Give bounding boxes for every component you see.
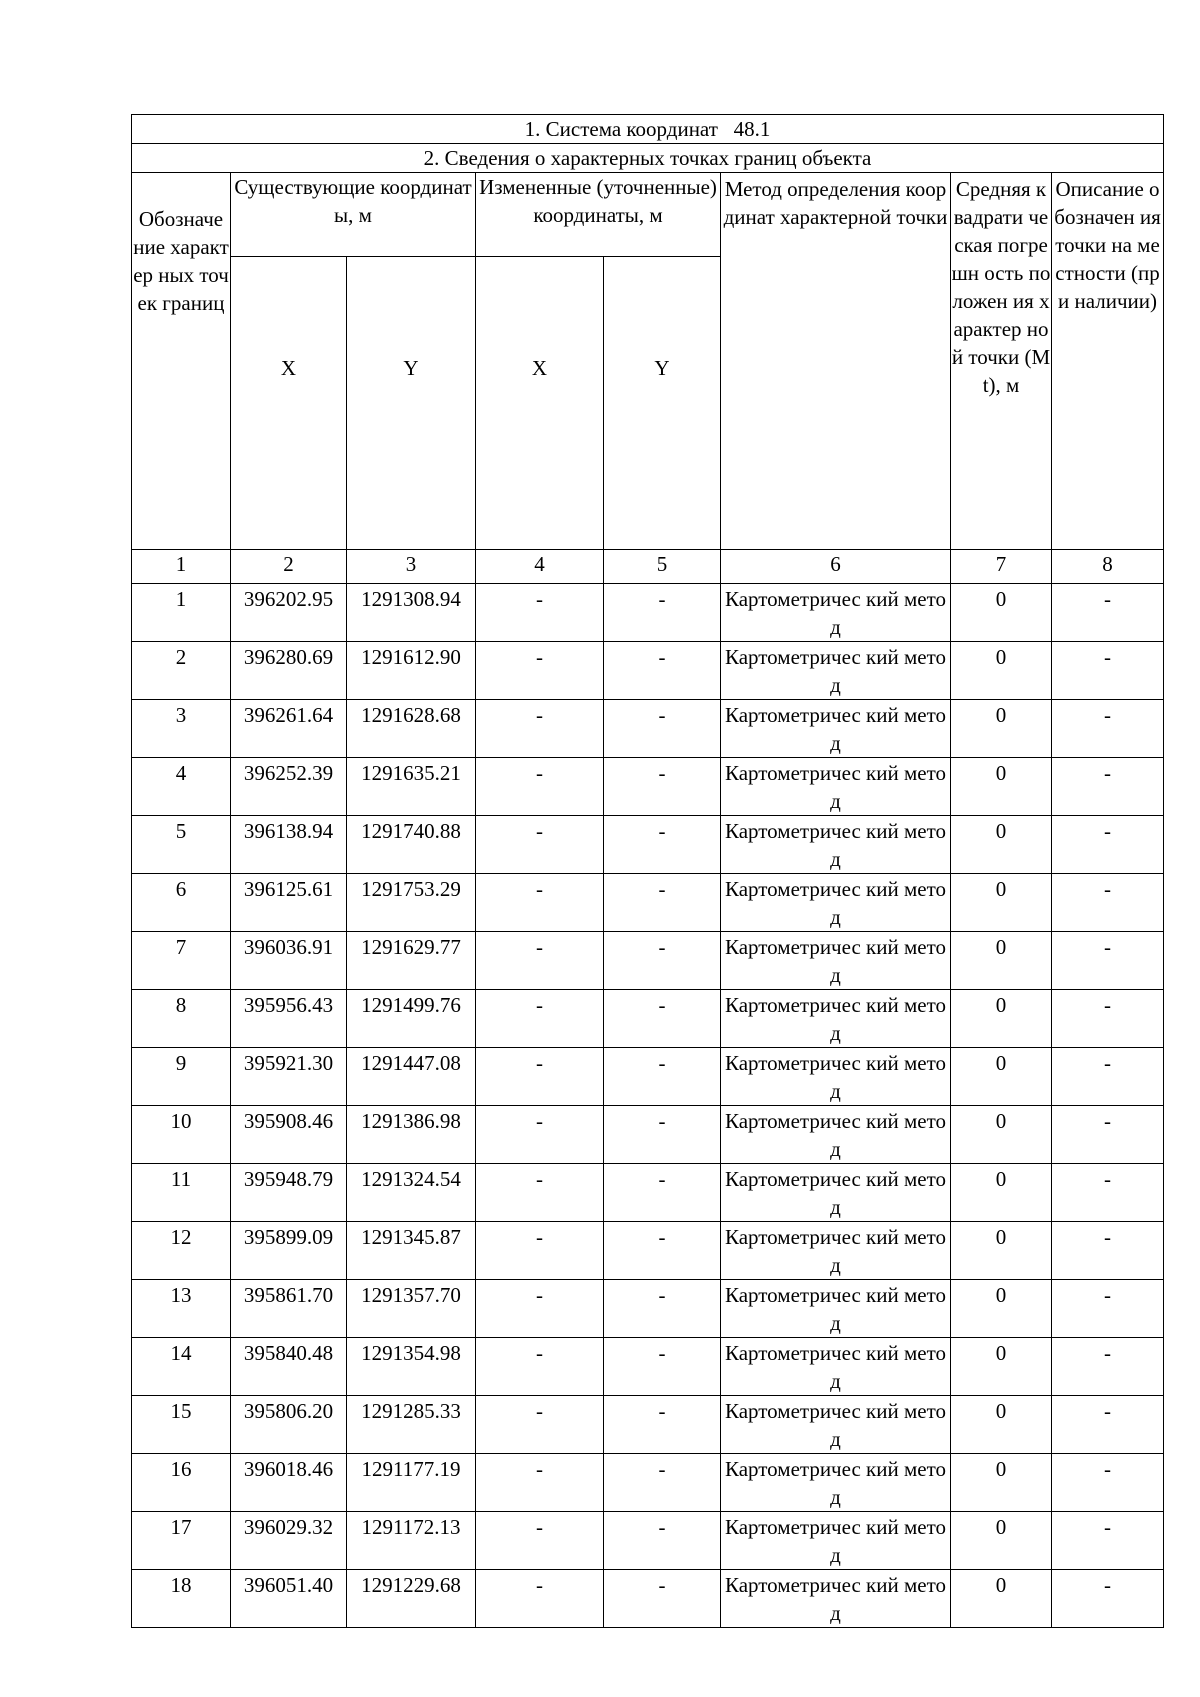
- method-cell: Картометричес кий метод: [721, 1106, 951, 1164]
- changed-y-cell: -: [604, 1512, 721, 1570]
- table-row: [132, 816, 1164, 874]
- description-cell: -: [1052, 1396, 1164, 1454]
- existing-x-cell: 395921.30: [231, 1048, 347, 1106]
- header-changed-y: Y: [604, 257, 721, 550]
- description-cell: -: [1052, 1512, 1164, 1570]
- existing-y-cell: 1291345.87: [347, 1222, 476, 1280]
- description-cell: -: [1052, 1222, 1164, 1280]
- changed-y-cell: -: [604, 1106, 721, 1164]
- changed-x-cell: -: [476, 1396, 604, 1454]
- method-cell: Картометричес кий метод: [721, 1222, 951, 1280]
- description-cell: -: [1052, 816, 1164, 874]
- existing-x-cell: 396029.32: [231, 1512, 347, 1570]
- table-row: [132, 700, 1164, 758]
- point-number-cell: 16: [132, 1454, 231, 1512]
- existing-y-cell: 1291612.90: [347, 642, 476, 700]
- method-cell: Картометричес кий метод: [721, 700, 951, 758]
- changed-x-cell: -: [476, 990, 604, 1048]
- column-number: 5: [604, 550, 721, 584]
- table-row: [132, 1280, 1164, 1338]
- existing-y-cell: 1291753.29: [347, 874, 476, 932]
- table-row: [132, 990, 1164, 1048]
- changed-x-cell: -: [476, 700, 604, 758]
- existing-x-cell: 395899.09: [231, 1222, 347, 1280]
- description-cell: -: [1052, 1280, 1164, 1338]
- point-number-cell: 5: [132, 816, 231, 874]
- mean-square-error-cell: 0: [951, 1512, 1052, 1570]
- mean-square-error-cell: 0: [951, 932, 1052, 990]
- point-number-cell: 18: [132, 1570, 231, 1628]
- method-cell: Картометричес кий метод: [721, 932, 951, 990]
- changed-x-cell: -: [476, 816, 604, 874]
- method-cell: Картометричес кий метод: [721, 642, 951, 700]
- description-cell: -: [1052, 1454, 1164, 1512]
- table-row: [132, 1106, 1164, 1164]
- mean-square-error-cell: 0: [951, 642, 1052, 700]
- existing-y-cell: 1291285.33: [347, 1396, 476, 1454]
- description-cell: -: [1052, 1106, 1164, 1164]
- existing-x-cell: 395948.79: [231, 1164, 347, 1222]
- method-cell: Картометричес кий метод: [721, 1454, 951, 1512]
- existing-x-cell: 396252.39: [231, 758, 347, 816]
- existing-y-cell: 1291628.68: [347, 700, 476, 758]
- existing-x-cell: 396261.64: [231, 700, 347, 758]
- changed-x-cell: -: [476, 1454, 604, 1512]
- section-title: 2. Сведения о характерных точках границ объекта: [132, 144, 1164, 173]
- changed-y-cell: -: [604, 1164, 721, 1222]
- point-number-cell: 14: [132, 1338, 231, 1396]
- changed-y-cell: -: [604, 932, 721, 990]
- description-cell: -: [1052, 642, 1164, 700]
- changed-y-cell: -: [604, 1048, 721, 1106]
- point-number-cell: 6: [132, 874, 231, 932]
- column-number: 6: [721, 550, 951, 584]
- header-row-1: [132, 173, 1164, 257]
- mean-square-error-cell: 0: [951, 1338, 1052, 1396]
- mean-square-error-cell: 0: [951, 874, 1052, 932]
- existing-x-cell: 396125.61: [231, 874, 347, 932]
- column-number: 8: [1052, 550, 1164, 584]
- changed-x-cell: -: [476, 874, 604, 932]
- description-cell: -: [1052, 758, 1164, 816]
- method-cell: Картометричес кий метод: [721, 1570, 951, 1628]
- column-numbers-row: [132, 550, 1164, 584]
- changed-y-cell: -: [604, 1280, 721, 1338]
- table-row: [132, 1454, 1164, 1512]
- point-number-cell: 7: [132, 932, 231, 990]
- existing-x-cell: 396280.69: [231, 642, 347, 700]
- changed-y-cell: -: [604, 874, 721, 932]
- existing-y-cell: 1291229.68: [347, 1570, 476, 1628]
- existing-y-cell: 1291447.08: [347, 1048, 476, 1106]
- existing-x-cell: 395956.43: [231, 990, 347, 1048]
- table-row: [132, 932, 1164, 990]
- table-row: [132, 1222, 1164, 1280]
- table-row: [132, 1338, 1164, 1396]
- method-cell: Картометричес кий метод: [721, 816, 951, 874]
- point-number-cell: 4: [132, 758, 231, 816]
- method-cell: Картометричес кий метод: [721, 990, 951, 1048]
- existing-y-cell: 1291172.13: [347, 1512, 476, 1570]
- column-number: 3: [347, 550, 476, 584]
- point-number-cell: 8: [132, 990, 231, 1048]
- existing-x-cell: 396051.40: [231, 1570, 347, 1628]
- table-row: [132, 1396, 1164, 1454]
- changed-y-cell: -: [604, 642, 721, 700]
- changed-x-cell: -: [476, 758, 604, 816]
- table-row: [132, 1164, 1164, 1222]
- changed-y-cell: -: [604, 816, 721, 874]
- mean-square-error-cell: 0: [951, 990, 1052, 1048]
- mean-square-error-cell: 0: [951, 1570, 1052, 1628]
- method-cell: Картометричес кий метод: [721, 874, 951, 932]
- mean-square-error-cell: 0: [951, 816, 1052, 874]
- header-existing-x: X: [231, 257, 347, 550]
- description-cell: -: [1052, 1048, 1164, 1106]
- point-number-cell: 9: [132, 1048, 231, 1106]
- header-changed-coordinates: Измененные (уточненные) координаты, м: [476, 173, 721, 257]
- point-number-cell: 1: [132, 584, 231, 642]
- changed-y-cell: -: [604, 758, 721, 816]
- method-cell: Картометричес кий метод: [721, 1338, 951, 1396]
- header-point-description: Описание обозначен ия точки на местности (при наличии): [1052, 173, 1164, 550]
- changed-y-cell: -: [604, 1570, 721, 1628]
- changed-x-cell: -: [476, 584, 604, 642]
- description-cell: -: [1052, 874, 1164, 932]
- existing-y-cell: 1291499.76: [347, 990, 476, 1048]
- point-number-cell: 10: [132, 1106, 231, 1164]
- point-number-cell: 17: [132, 1512, 231, 1570]
- changed-x-cell: -: [476, 1570, 604, 1628]
- method-cell: Картометричес кий метод: [721, 758, 951, 816]
- description-cell: -: [1052, 1338, 1164, 1396]
- changed-x-cell: -: [476, 1222, 604, 1280]
- mean-square-error-cell: 0: [951, 1164, 1052, 1222]
- changed-x-cell: -: [476, 642, 604, 700]
- method-cell: Картометричес кий метод: [721, 1280, 951, 1338]
- point-number-cell: 2: [132, 642, 231, 700]
- changed-x-cell: -: [476, 1048, 604, 1106]
- table-row: [132, 758, 1164, 816]
- mean-square-error-cell: 0: [951, 1048, 1052, 1106]
- point-number-cell: 12: [132, 1222, 231, 1280]
- existing-x-cell: 395861.70: [231, 1280, 347, 1338]
- header-existing-coordinates: Существующие координаты, м: [231, 173, 476, 257]
- mean-square-error-cell: 0: [951, 1396, 1052, 1454]
- existing-x-cell: 395806.20: [231, 1396, 347, 1454]
- existing-y-cell: 1291324.54: [347, 1164, 476, 1222]
- existing-y-cell: 1291308.94: [347, 584, 476, 642]
- changed-y-cell: -: [604, 1338, 721, 1396]
- changed-x-cell: -: [476, 1512, 604, 1570]
- changed-y-cell: -: [604, 1396, 721, 1454]
- changed-x-cell: -: [476, 1280, 604, 1338]
- method-cell: Картометричес кий метод: [721, 584, 951, 642]
- mean-square-error-cell: 0: [951, 1106, 1052, 1164]
- table-row: [132, 642, 1164, 700]
- column-number: 1: [132, 550, 231, 584]
- method-cell: Картометричес кий метод: [721, 1048, 951, 1106]
- mean-square-error-cell: 0: [951, 1222, 1052, 1280]
- method-cell: Картометричес кий метод: [721, 1512, 951, 1570]
- existing-y-cell: 1291357.70: [347, 1280, 476, 1338]
- header-method: Метод определения координат характерной точки: [721, 173, 951, 550]
- existing-x-cell: 396202.95: [231, 584, 347, 642]
- column-number: 2: [231, 550, 347, 584]
- method-cell: Картометричес кий метод: [721, 1396, 951, 1454]
- mean-square-error-cell: 0: [951, 758, 1052, 816]
- existing-x-cell: 395908.46: [231, 1106, 347, 1164]
- table-row: [132, 1048, 1164, 1106]
- changed-y-cell: -: [604, 700, 721, 758]
- changed-y-cell: -: [604, 990, 721, 1048]
- changed-y-cell: -: [604, 1454, 721, 1512]
- header-existing-y: Y: [347, 257, 476, 550]
- description-cell: -: [1052, 1164, 1164, 1222]
- existing-y-cell: 1291386.98: [347, 1106, 476, 1164]
- table-row: [132, 584, 1164, 642]
- existing-x-cell: 396018.46: [231, 1454, 347, 1512]
- mean-square-error-cell: 0: [951, 1454, 1052, 1512]
- existing-x-cell: 396138.94: [231, 816, 347, 874]
- table-row: [132, 874, 1164, 932]
- changed-x-cell: -: [476, 1164, 604, 1222]
- description-cell: -: [1052, 932, 1164, 990]
- existing-y-cell: 1291629.77: [347, 932, 476, 990]
- table-row: [132, 1512, 1164, 1570]
- header-designation: Обозначе ние характер ных точек границ: [132, 173, 231, 550]
- point-number-cell: 13: [132, 1280, 231, 1338]
- changed-x-cell: -: [476, 1338, 604, 1396]
- description-cell: -: [1052, 990, 1164, 1048]
- existing-y-cell: 1291177.19: [347, 1454, 476, 1512]
- method-cell: Картометричес кий метод: [721, 1164, 951, 1222]
- existing-x-cell: 396036.91: [231, 932, 347, 990]
- changed-y-cell: -: [604, 1222, 721, 1280]
- header-mean-square-error: Средняя квадрати ческая погрешн ость положен ия характер ной точки (Mt), м: [951, 173, 1052, 550]
- existing-y-cell: 1291354.98: [347, 1338, 476, 1396]
- changed-x-cell: -: [476, 932, 604, 990]
- point-number-cell: 3: [132, 700, 231, 758]
- column-number: 7: [951, 550, 1052, 584]
- point-number-cell: 11: [132, 1164, 231, 1222]
- mean-square-error-cell: 0: [951, 584, 1052, 642]
- header-changed-x: X: [476, 257, 604, 550]
- existing-y-cell: 1291635.21: [347, 758, 476, 816]
- description-cell: -: [1052, 1570, 1164, 1628]
- existing-y-cell: 1291740.88: [347, 816, 476, 874]
- description-cell: -: [1052, 700, 1164, 758]
- mean-square-error-cell: 0: [951, 700, 1052, 758]
- coordinate-system-row: [132, 115, 1164, 144]
- changed-x-cell: -: [476, 1106, 604, 1164]
- table-row: [132, 1570, 1164, 1628]
- column-number: 4: [476, 550, 604, 584]
- changed-y-cell: -: [604, 584, 721, 642]
- description-cell: -: [1052, 584, 1164, 642]
- existing-x-cell: 395840.48: [231, 1338, 347, 1396]
- boundary-points-table: [131, 114, 1164, 1628]
- coordinate-system-title: 1. Система координат 48.1: [132, 115, 1164, 144]
- section-title-row: [132, 144, 1164, 173]
- mean-square-error-cell: 0: [951, 1280, 1052, 1338]
- point-number-cell: 15: [132, 1396, 231, 1454]
